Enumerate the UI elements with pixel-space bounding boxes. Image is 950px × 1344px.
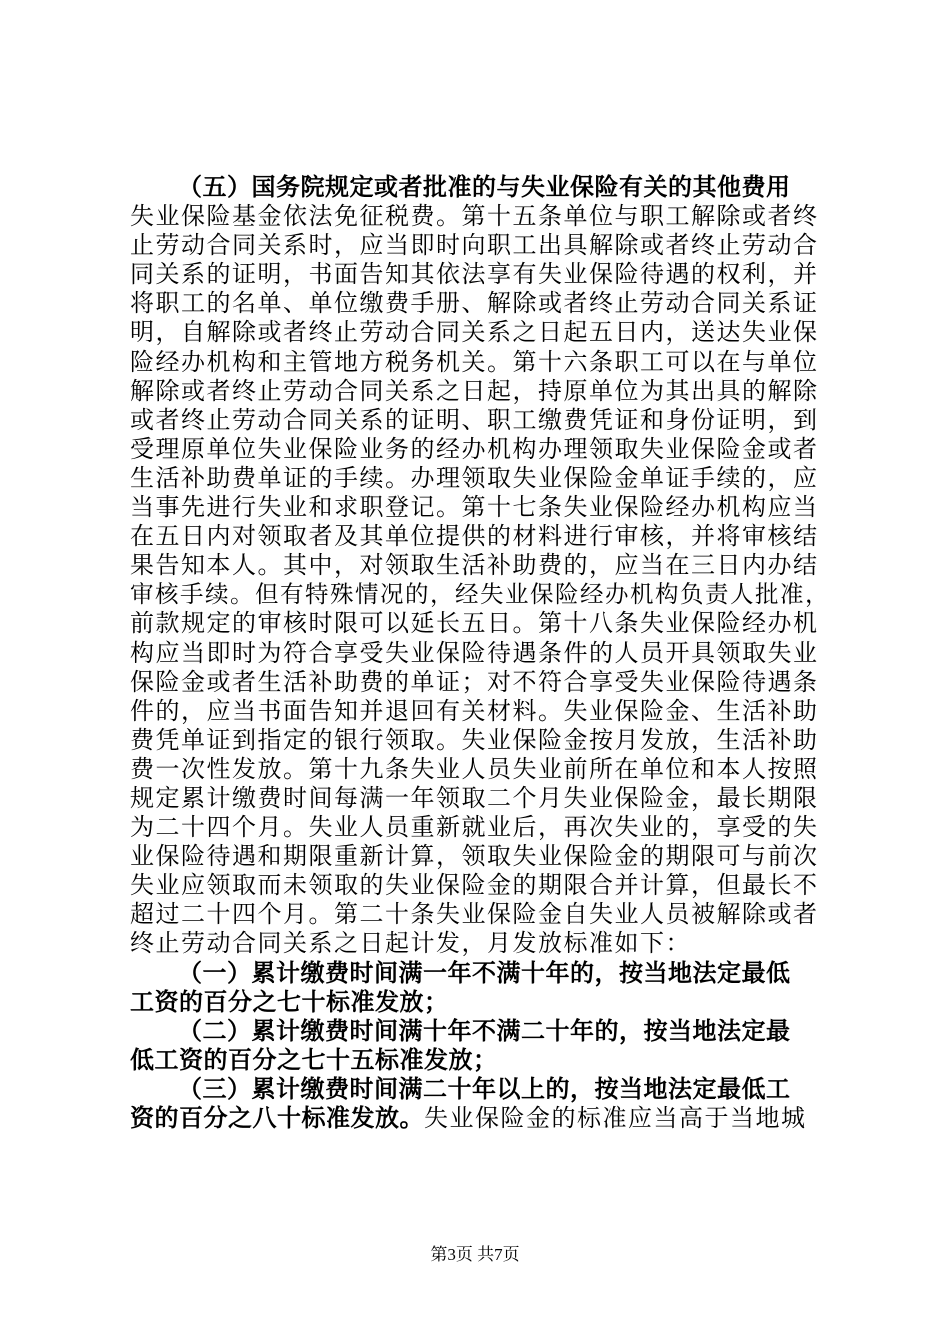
- text-line: 当事先进行失业和求职登记。第十七条失业保险经办机构应当: [130, 493, 819, 522]
- document-body: [130, 173, 830, 1133]
- text-line-serif-part: 失业保险金的标准应当高于当地城: [424, 1104, 807, 1132]
- text-line: （二）累计缴费时间满十年不满二十年的，按当地法定最: [178, 1016, 791, 1045]
- text-line: 业保险待遇和期限重新计算，领取失业保险金的期限可与前次: [130, 842, 819, 871]
- text-line: 保险金或者生活补助费的单证；对不符合享受失业保险待遇条: [130, 667, 819, 696]
- text-line: 失业保险基金依法免征税费。第十五条单位与职工解除或者终: [130, 202, 819, 231]
- text-line: （一）累计缴费时间满一年不满十年的，按当地法定最低: [178, 958, 791, 987]
- text-line: 明，自解除或者终止劳动合同关系之日起五日内，送达失业保: [130, 318, 819, 347]
- text-line: 超过二十四个月。第二十条失业保险金自失业人员被解除或者: [130, 900, 819, 929]
- text-line-mixed: [130, 1104, 830, 1133]
- text-line: 或者终止劳动合同关系的证明、职工缴费凭证和身份证明，到: [130, 405, 819, 434]
- text-line: 规定累计缴费时间每满一年领取二个月失业保险金，最长期限: [130, 783, 819, 812]
- text-line: 低工资的百分之七十五标准发放；: [130, 1045, 498, 1074]
- text-line: 将职工的名单、单位缴费手册、解除或者终止劳动合同关系证: [130, 289, 819, 318]
- text-line: 受理原单位失业保险业务的经办机构办理领取失业保险金或者: [130, 434, 819, 463]
- text-line: 同关系的证明，书面告知其依法享有失业保险待遇的权利，并: [130, 260, 819, 289]
- text-line: 失业应领取而未领取的失业保险金的期限合并计算，但最长不: [130, 871, 819, 900]
- text-line: 终止劳动合同关系之日起计发，月发放标准如下：: [130, 929, 691, 958]
- text-line: 费凭单证到指定的银行领取。失业保险金按月发放，生活补助: [130, 725, 819, 754]
- text-line: （五）国务院规定或者批准的与失业保险有关的其他费用: [178, 173, 791, 201]
- text-line: 止劳动合同关系时，应当即时向职工出具解除或者终止劳动合: [130, 231, 819, 260]
- text-line: 费一次性发放。第十九条失业人员失业前所在单位和本人按照: [130, 754, 819, 783]
- text-line: 果告知本人。其中，对领取生活补助费的，应当在三日内办结: [130, 551, 819, 580]
- text-line: 为二十四个月。失业人员重新就业后，再次失业的，享受的失: [130, 813, 819, 842]
- text-line: 险经办机构和主管地方税务机关。第十六条职工可以在与单位: [130, 347, 819, 376]
- text-line: 生活补助费单证的手续。办理领取失业保险金单证手续的，应: [130, 463, 819, 492]
- text-line: 审核手续。但有特殊情况的，经失业保险经办机构负责人批准，: [130, 580, 830, 609]
- page-footer: 第3页 共7页: [430, 1245, 520, 1264]
- text-line-bold-part: 资的百分之八十标准发放。: [130, 1104, 424, 1132]
- text-line: 工资的百分之七十标准发放；: [130, 987, 449, 1016]
- text-line: （三）累计缴费时间满二十年以上的，按当地法定最低工: [178, 1074, 791, 1103]
- text-line: 在五日内对领取者及其单位提供的材料进行审核，并将审核结: [130, 522, 819, 551]
- text-line: 前款规定的审核时限可以延长五日。第十八条失业保险经办机: [130, 609, 819, 638]
- text-line: 构应当即时为符合享受失业保险待遇条件的人员开具领取失业: [130, 638, 819, 667]
- text-line: 件的，应当书面告知并退回有关材料。失业保险金、生活补助: [130, 696, 819, 725]
- text-line: 解除或者终止劳动合同关系之日起，持原单位为其出具的解除: [130, 376, 819, 405]
